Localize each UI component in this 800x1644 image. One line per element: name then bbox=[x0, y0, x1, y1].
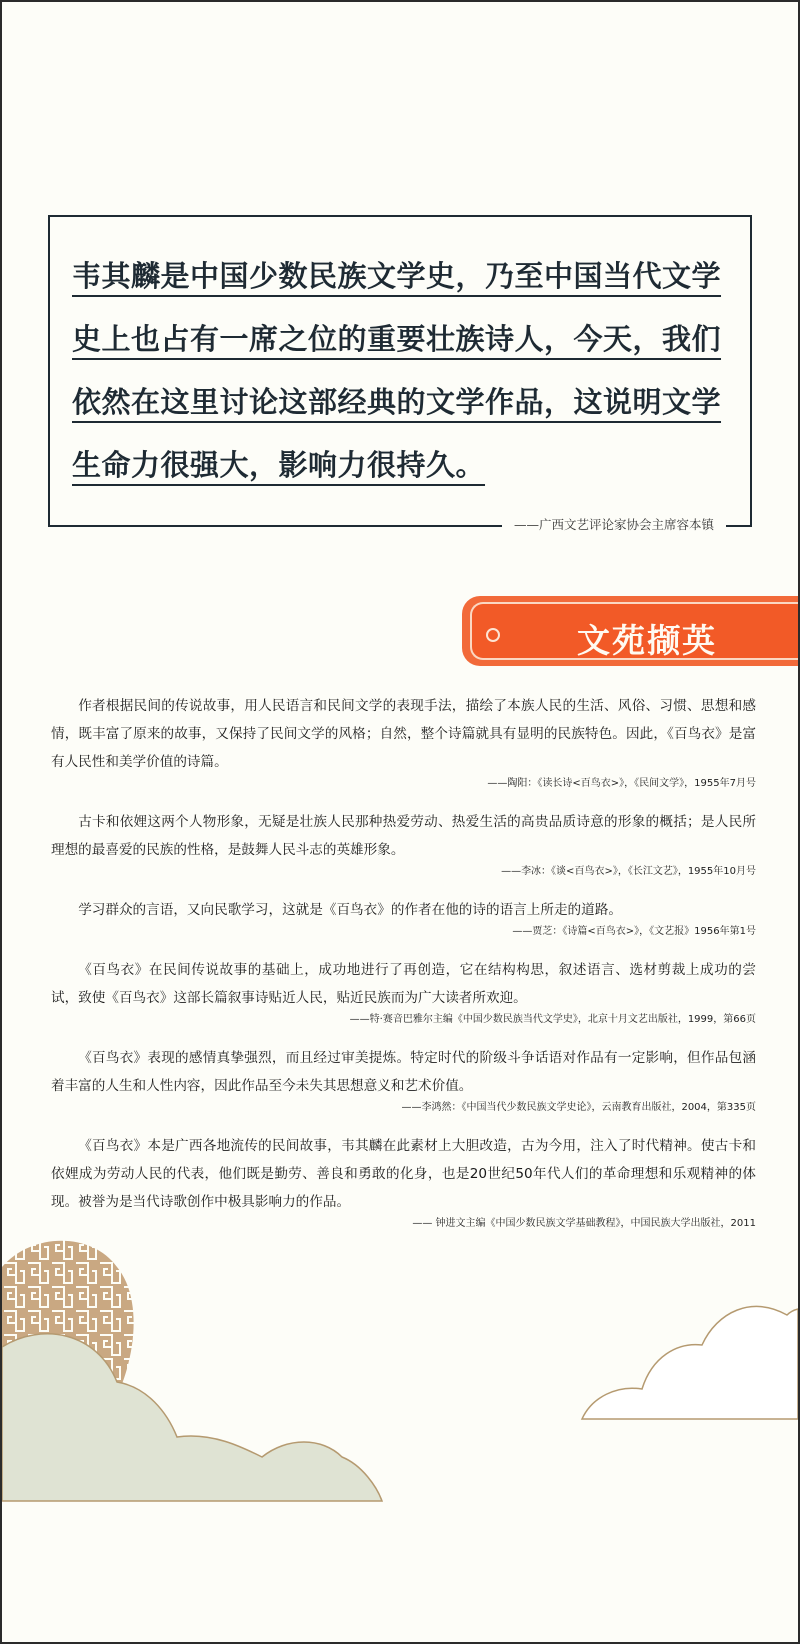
review-item bbox=[51, 1132, 756, 1232]
review-item bbox=[51, 692, 756, 792]
review-source: —— 钟进文主编《中国少数民族文学基础教程》，中国民族大学出版社，2011 bbox=[412, 1218, 756, 1229]
review-text: 作者根据民间的传说故事，用人民语言和民间文学的表现手法，描绘了本族人民的生活、风俗、习惯、思想和感情，既丰富了原来的故事，又保持了民间文学的风格；自然，整个诗篇就具有显明的民族特色。因此，《百鸟衣》是富有人民性和美学价值的诗篇。 bbox=[51, 698, 756, 770]
quote-text: 韦其麟是中国少数民族文学史，乃至中国当代文学史上也占有一席之位的重要壮族诗人，今天，我们依然在这里讨论这部经典的文学作品，这说明文学生命力很强大，影响力很持久。 bbox=[72, 259, 722, 482]
cloud-decoration-right bbox=[572, 1257, 798, 1437]
pale-cloud-front bbox=[2, 1334, 382, 1501]
review-source: ——陶阳：《读长诗<百鸟衣>》，《民间文学》，1955年7月号 bbox=[487, 778, 756, 789]
quote-box bbox=[48, 215, 752, 527]
review-source: ——李鸿然：《中国当代少数民族文学史论》，云南教育出版社，2004，第335页 bbox=[401, 1102, 756, 1113]
review-list bbox=[51, 692, 756, 1248]
review-text: 《百鸟衣》在民间传说故事的基础上，成功地进行了再创造，它在结构构思，叙述语言、选材剪裁上成功的尝试，致使《百鸟衣》这部长篇叙事诗贴近人民，贴近民族而为广大读者所欢迎。 bbox=[51, 962, 756, 1006]
review-item bbox=[51, 1044, 756, 1116]
review-source: ——贾芝：《诗篇<百鸟衣>》，《文艺报》1956年第1号 bbox=[512, 926, 756, 937]
ornament-icon bbox=[486, 628, 500, 642]
cloud-decoration-left bbox=[2, 1237, 402, 1517]
outline-cloud bbox=[582, 1306, 798, 1419]
review-item bbox=[51, 956, 756, 1028]
banner-frame bbox=[470, 602, 800, 660]
review-text: 《百鸟衣》表现的感情真挚强烈，而且经过审美提炼。特定时代的阶级斗争话语对作品有一定影响，但作品包涵着丰富的人生和人性内容，因此作品至今未失其思想意义和艺术价值。 bbox=[51, 1050, 756, 1094]
review-item bbox=[51, 896, 756, 940]
review-source: ——特·赛音巴雅尔主编《中国少数民族当代文学史》，北京十月文艺出版社，1999，第66页 bbox=[349, 1014, 756, 1025]
review-text: 《百鸟衣》本是广西各地流传的民间故事，韦其麟在此素材上大胆改造，古为今用，注入了时代精神。使古卡和依娌成为劳动人民的代表，他们既是勤劳、善良和勇敢的化身，也是20世纪50年代人们的革命理想和乐观精神的体现。被誉为是当代诗歌创作中极具影响力的作品。 bbox=[51, 1138, 756, 1210]
review-source: ——李冰：《谈<百鸟衣>》，《长江文艺》，1955年10月号 bbox=[501, 866, 756, 877]
review-text: 学习群众的言语，又向民歌学习，这就是《百鸟衣》的作者在他的诗的语言上所走的道路。 bbox=[78, 902, 622, 918]
review-item bbox=[51, 808, 756, 880]
review-text: 古卡和依娌这两个人物形象，无疑是壮族人民那种热爱劳动、热爱生活的高贵品质诗意的形象的概括；是人民所理想的最喜爱的民族的性格，是鼓舞人民斗志的英雄形象。 bbox=[51, 814, 756, 858]
section-banner bbox=[462, 596, 800, 666]
quote-source: ——广西文艺评论家协会主席容本镇 bbox=[502, 515, 726, 533]
section-title: 文苑撷英 bbox=[577, 621, 717, 660]
